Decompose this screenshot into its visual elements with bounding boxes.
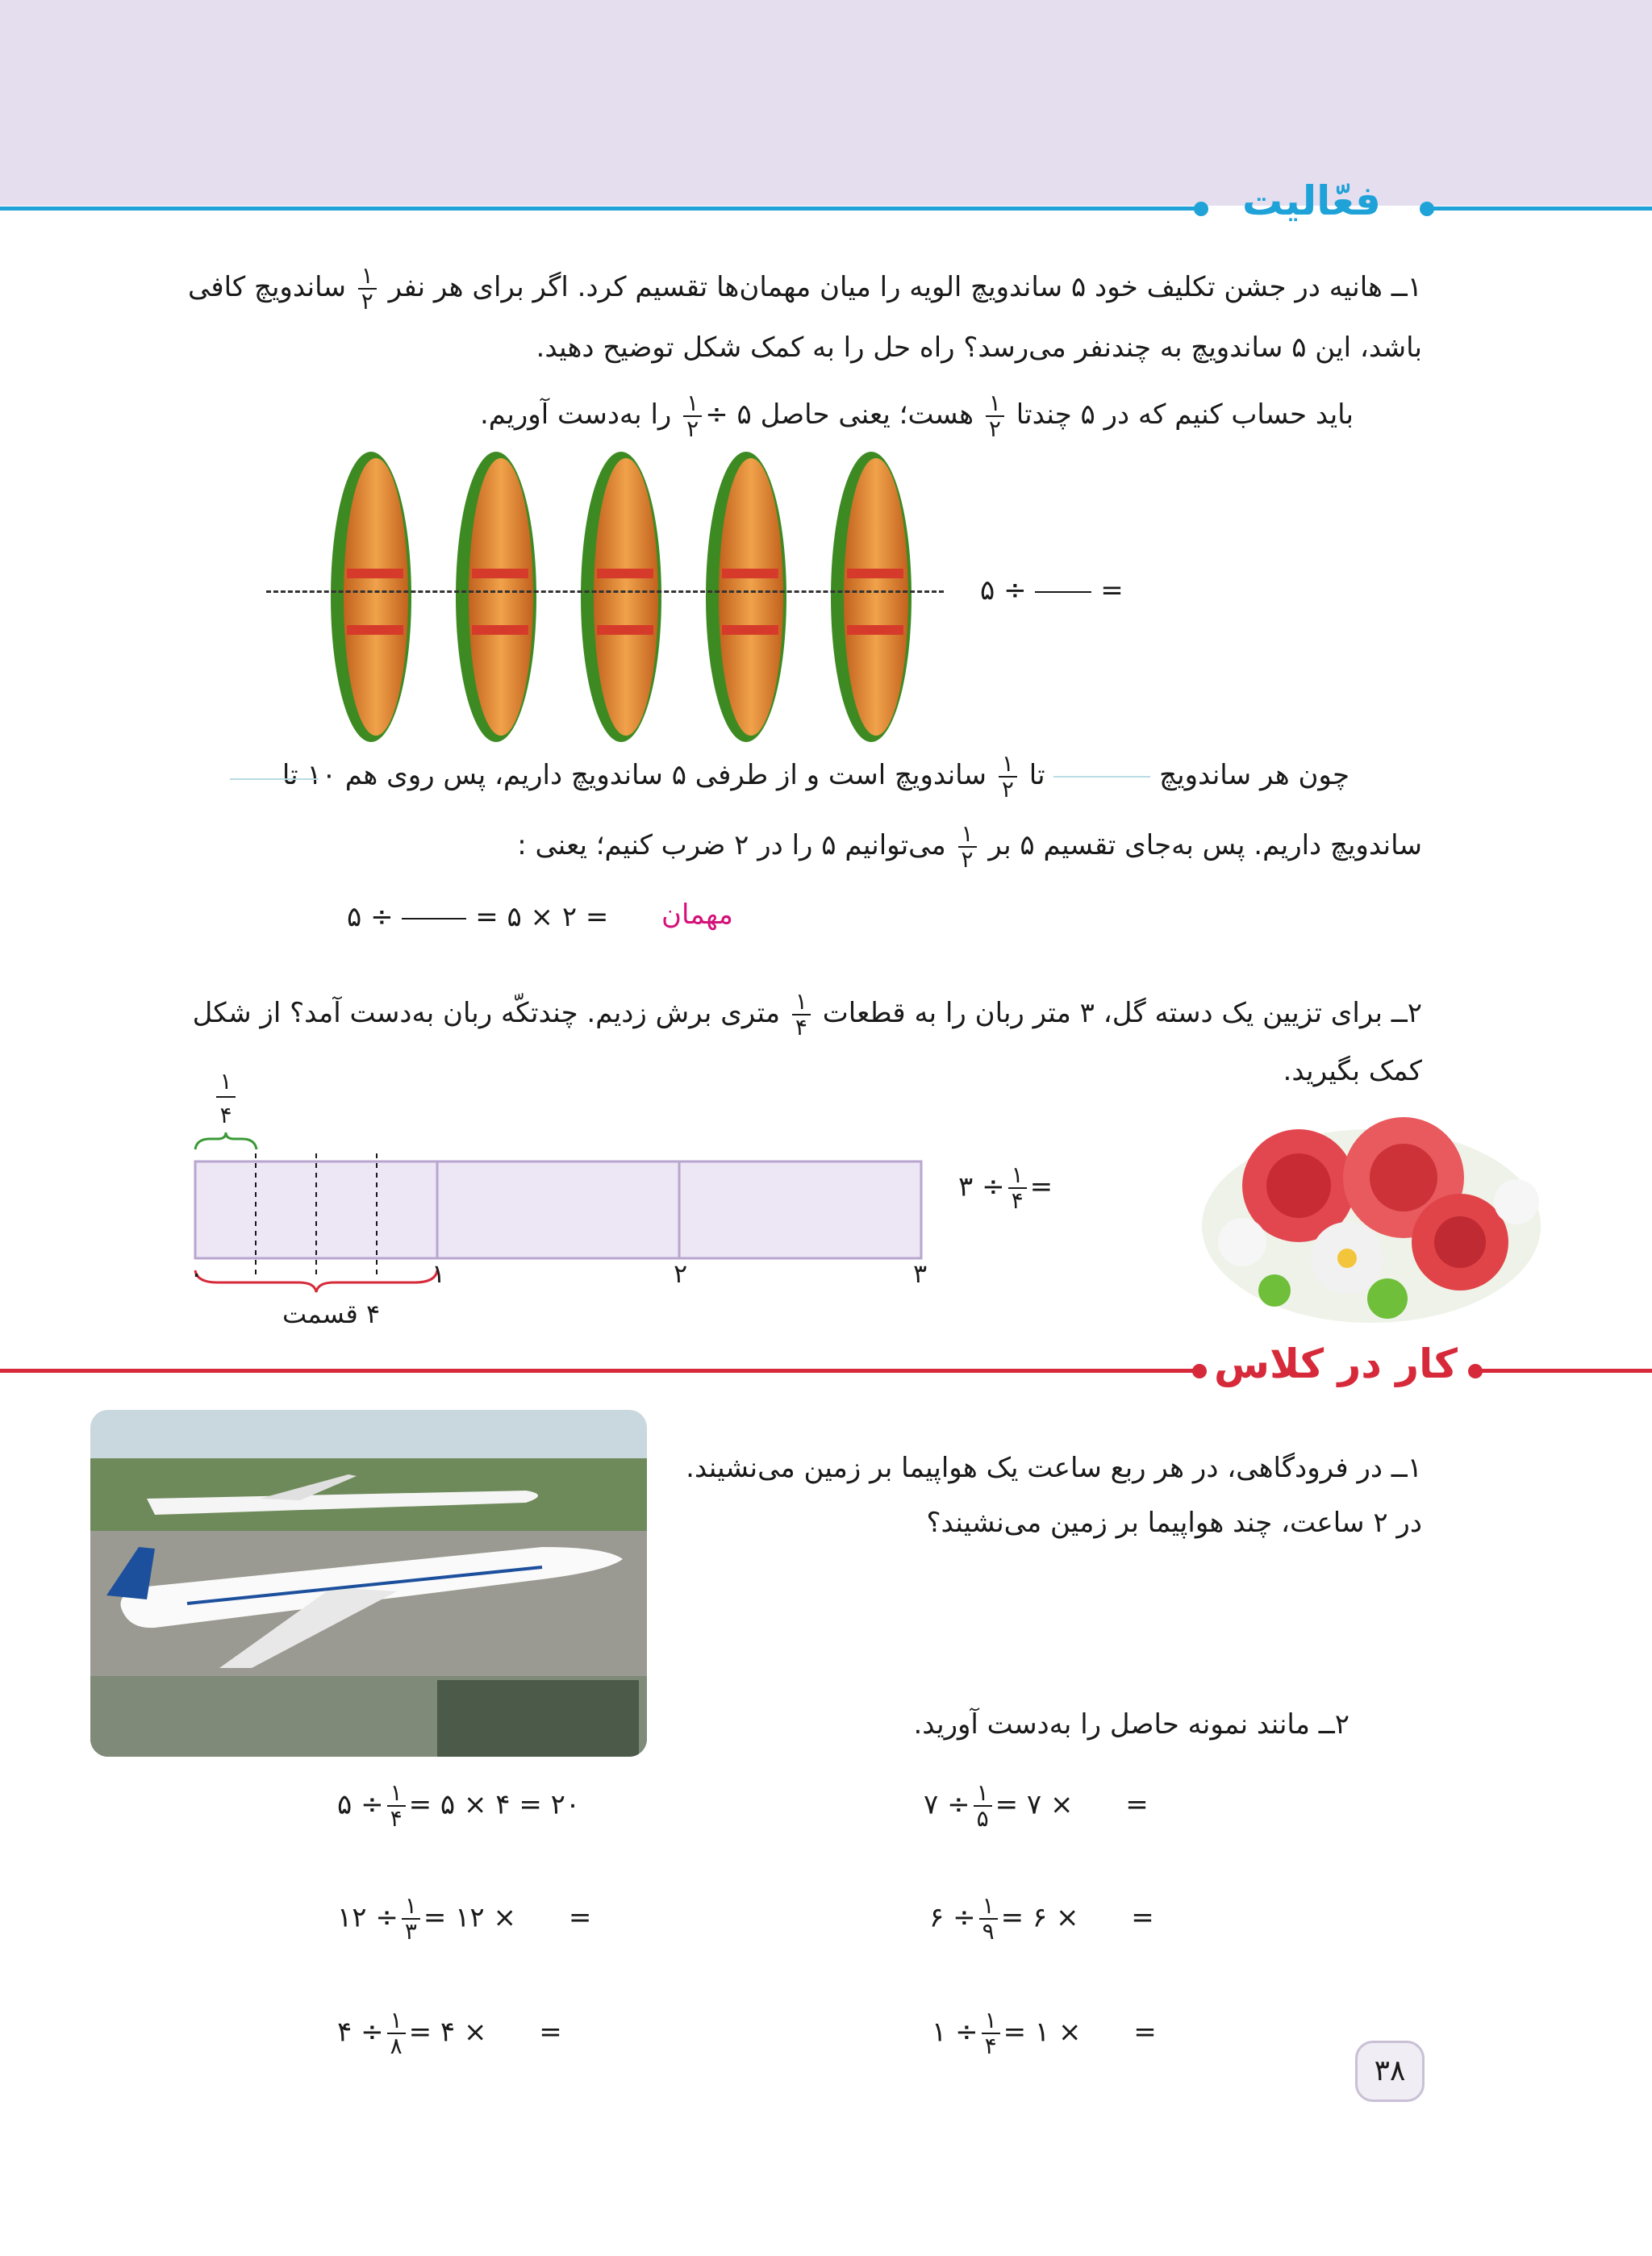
cw-q1-line2: در ۲ ساعت، چند هواپیما بر زمین می‌نشیند؟ [926, 1507, 1422, 1539]
ruler-tick-2: ۲ [674, 1258, 688, 1289]
q2-line2: کمک بگیرید. [1283, 1055, 1422, 1087]
fraction-half: $\frac{۱}{۲}$ [358, 264, 377, 314]
q1-line3: باید حساب کنیم که در ۵ چندتا $\frac{۱}{۲}$ هست؛ یعنی حاصل ۵ ÷ $\frac{۱}{۲}$ را به‌دست آوریم. [479, 389, 1354, 442]
activity-title: فعّالیت [1242, 177, 1381, 224]
cw-q1-line1: ۱ــ در فرودگاهی، در هر ربع ساعت یک هواپیما بر زمین می‌نشیند. [686, 1452, 1422, 1484]
sandwich-group [307, 448, 920, 746]
sandwich-3 [581, 452, 661, 742]
ruler-tick-0: ۰ [190, 1258, 204, 1289]
equation-1: ۱ ÷ $\frac{۱}{۴}$ = ۱ × = [932, 2007, 1157, 2059]
svg-text:۴: ۴ [219, 1102, 232, 1128]
sandwich-2 [456, 452, 536, 742]
fraction-half: $\frac{۱}{۲}$ [999, 752, 1017, 802]
activity-header-line-right [1428, 206, 1652, 211]
equation-6: ۶ ÷ $\frac{۱}{۹}$ = ۶ × = [929, 1892, 1154, 1945]
classwork-title: کار در کلاس [1214, 1341, 1458, 1387]
q1-equation: ۵ ÷ = ۵ × ۲ = [347, 901, 609, 933]
quarter-bracket-label [195, 1068, 257, 1149]
q1-line4: چون هر ساندویچ تا $\frac{۱}{۲}$ ساندویچ است و از طرفی ۵ ساندویچ داریم، پس روی هم ۱۰ تا [282, 749, 1350, 803]
blank-1 [1053, 776, 1150, 778]
fraction-quarter: $\frac{۱}{۴}$ [792, 990, 811, 1040]
equation-4: ۴ ÷ $\frac{۱}{۸}$ = ۴ × = [337, 2007, 562, 2059]
activity-header-line [0, 206, 1202, 211]
guest-label: مهمان [661, 899, 733, 931]
equation-12: ۱۲ ÷ $\frac{۱}{۳}$ = ۱۲ × = [337, 1892, 592, 1945]
five-div-blank: ۵ ÷ = [980, 574, 1124, 607]
sandwich-4 [706, 452, 786, 742]
blank-2 [230, 778, 319, 780]
classwork-header-line-right [1476, 1369, 1652, 1373]
ruler-tick-1: ۱ [432, 1258, 446, 1289]
classwork-header-line [0, 1369, 1202, 1373]
q1-line5: ساندویچ داریم. پس به‌جای تقسیم ۵ بر $\frac{۱}{۲}$ می‌توانیم ۵ را در ۲ ضرب کنیم؛ یعنی : [517, 819, 1422, 873]
svg-text:۱: ۱ [219, 1068, 232, 1095]
q1-line1: ۱ــ هانیه در جشن تکلیف خود ۵ ساندویچ الویه را میان مهمان‌ها تقسیم کرد. اگر برای هر نفر $\frac{۱}{۲}$ ساندویچ کافی [188, 261, 1422, 315]
fraction-half: $\frac{۱}{۲}$ [986, 391, 1004, 441]
flower-bouquet-image [1194, 1089, 1549, 1331]
ruler-parts-label: ۴ قسمت [282, 1299, 381, 1329]
classwork-header-dot-left [1192, 1364, 1207, 1378]
sandwich-5 [831, 452, 912, 742]
cw-q2-line1: ۲ــ مانند نمونه حاصل را به‌دست آورید. [913, 1708, 1350, 1741]
fraction-half: $\frac{۱}{۲}$ [958, 822, 977, 872]
ruler-tick-3: ۳ [913, 1258, 928, 1289]
three-div-quarter: ۳ ÷ $\frac{۱}{۴}$ = [958, 1161, 1053, 1214]
sandwich-cut-line [266, 590, 944, 593]
q2-line1: ۲ــ برای تزیین یک دسته گل، ۳ متر ربان را به قطعات $\frac{۱}{۴}$ متری برش زدیم. چندتکّه ربان به‌دست آمد؟ از شکل [192, 987, 1422, 1040]
ruler-bar [195, 1161, 921, 1258]
equation-7: ۷ ÷ $\frac{۱}{۵}$ = ۷ × = [924, 1779, 1149, 1832]
page-number: ۳۸ [1355, 2041, 1425, 2102]
q1-line2: باشد، این ۵ ساندویچ به چندنفر می‌رسد؟ راه حل را به کمک شکل توضیح دهید. [536, 332, 1422, 364]
activity-header-dot-left [1194, 202, 1208, 216]
sandwich-1 [331, 452, 411, 742]
airport-photo [90, 1410, 647, 1757]
equation-example: ۵ ÷ $\frac{۱}{۴}$ = ۵ × ۴ = ۲۰ [337, 1779, 581, 1832]
ribbon-ruler [161, 1065, 968, 1339]
header-band [0, 0, 1652, 206]
